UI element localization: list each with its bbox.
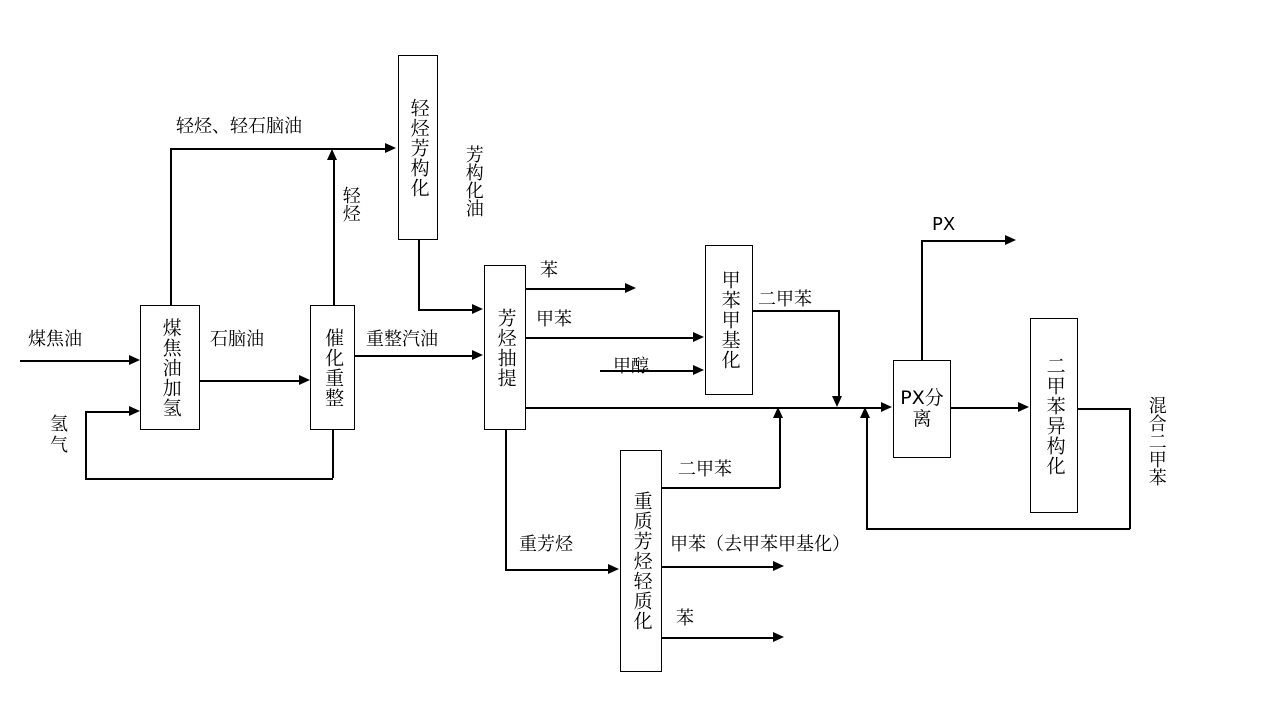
line-xylene-mid-horz	[662, 487, 780, 489]
line-px-vert	[921, 240, 923, 360]
line-xylene-main	[526, 407, 882, 409]
line-feed-coal-tar	[20, 360, 130, 362]
line-hydrogen-recycle-vert	[85, 411, 87, 479]
arrow-xylene-mid	[773, 407, 783, 418]
node-heavy-arom-lightening-label: 重质芳烃轻质化	[630, 491, 653, 631]
label-px-product: PX	[932, 214, 956, 235]
line-arom-oil-vert	[418, 240, 420, 310]
label-arom-oil: 芳构化油	[462, 145, 484, 217]
node-xylene-isomerization-label: 二甲苯异构化	[1043, 355, 1066, 476]
line-reform-to-hydrogen-recycle	[332, 430, 334, 478]
arrow-light-naphtha	[385, 143, 396, 153]
label-heavy-arom: 重芳烃	[519, 534, 573, 555]
label-benzene-top: 苯	[540, 260, 558, 281]
node-toluene-methylation[interactable]	[705, 245, 753, 395]
label-feed-coal-tar: 煤焦油	[28, 329, 82, 350]
arrow-feed-coal-tar	[129, 355, 140, 365]
line-hydrogen-recycle-horz	[85, 478, 333, 480]
label-xylene-mid: 二甲苯	[678, 459, 732, 480]
label-xylene-top: 二甲苯	[758, 289, 812, 310]
label-feed-hydrogen: 氢气	[50, 414, 68, 456]
line-feed-hydrogen	[85, 411, 131, 413]
label-naphtha: 石脑油	[210, 329, 264, 350]
node-arom-extract-label: 芳烃抽提	[494, 307, 517, 388]
arrow-px-product	[1005, 235, 1016, 245]
node-hydro-label: 煤焦油加氢	[159, 317, 182, 418]
line-xylene-from-methylation-down	[838, 310, 840, 396]
line-benzene-top	[526, 288, 626, 290]
arrow-feed-hydrogen	[129, 406, 140, 416]
arrow-xylene-from-methylation	[832, 396, 842, 407]
label-toluene: 甲苯	[536, 309, 572, 330]
line-px-to-isom	[951, 407, 1019, 409]
arrow-light-hc	[327, 149, 337, 160]
arrow-naphtha	[299, 375, 310, 385]
node-arom-extract[interactable]	[484, 265, 526, 430]
label-light-naphtha: 轻烃、轻石脑油	[176, 116, 302, 137]
arrow-heavy-arom	[608, 564, 619, 574]
node-toluene-methylation-label: 甲苯甲基化	[718, 270, 741, 370]
node-xylene-isomerization[interactable]	[1030, 318, 1078, 513]
arrow-benzene-top	[625, 283, 636, 293]
line-arom-oil-horz	[418, 309, 473, 311]
node-px-separation-label: PX分离	[900, 386, 944, 430]
line-reformate	[355, 355, 473, 357]
line-heavy-arom-horz	[505, 569, 609, 571]
arrow-toluene-return	[773, 561, 784, 571]
arrow-benzene-bottom	[773, 632, 784, 642]
node-light-arom-label: 轻烃芳构化	[407, 97, 430, 198]
label-methanol: 甲醇	[613, 356, 649, 377]
node-px-separation[interactable]	[893, 360, 951, 458]
label-benzene-bottom: 苯	[676, 608, 694, 629]
line-toluene-return	[662, 566, 774, 568]
arrow-methanol	[693, 365, 704, 375]
line-px-horz	[921, 240, 1006, 242]
label-mixed-xylene: 混合二甲苯	[1145, 396, 1167, 486]
line-toluene	[526, 337, 694, 339]
node-reform[interactable]	[310, 305, 355, 430]
line-mixed-xylene-vert-right	[1129, 408, 1131, 529]
arrow-reformate	[472, 350, 483, 360]
line-light-naphtha-vert	[170, 148, 172, 305]
line-benzene-bottom	[662, 637, 774, 639]
node-heavy-arom-lightening[interactable]	[620, 450, 662, 672]
line-xylene-mid-vert	[779, 418, 781, 488]
line-light-hc-vert	[333, 160, 335, 305]
label-reformate: 重整汽油	[366, 329, 438, 350]
node-light-arom[interactable]	[398, 55, 438, 240]
node-reform-label: 催化重整	[322, 327, 345, 408]
arrow-xylene-main-to-px	[881, 402, 892, 412]
node-hydro[interactable]	[140, 305, 200, 430]
line-light-naphtha-horz	[170, 148, 385, 150]
line-mixed-xylene-top	[1078, 408, 1130, 410]
arrow-mixed-xylene-recycle	[860, 407, 870, 418]
arrow-px-to-isom	[1018, 402, 1029, 412]
line-mixed-xylene-bottom	[866, 528, 1130, 530]
arrow-toluene	[693, 332, 704, 342]
label-light-hc: 轻烃	[339, 186, 361, 222]
label-toluene-return: 甲苯（去甲苯甲基化）	[670, 534, 850, 555]
arrow-arom-oil	[472, 304, 483, 314]
line-heavy-arom-vert	[505, 430, 507, 570]
line-naphtha	[200, 380, 300, 382]
line-mixed-xylene-vert-left	[866, 418, 868, 529]
